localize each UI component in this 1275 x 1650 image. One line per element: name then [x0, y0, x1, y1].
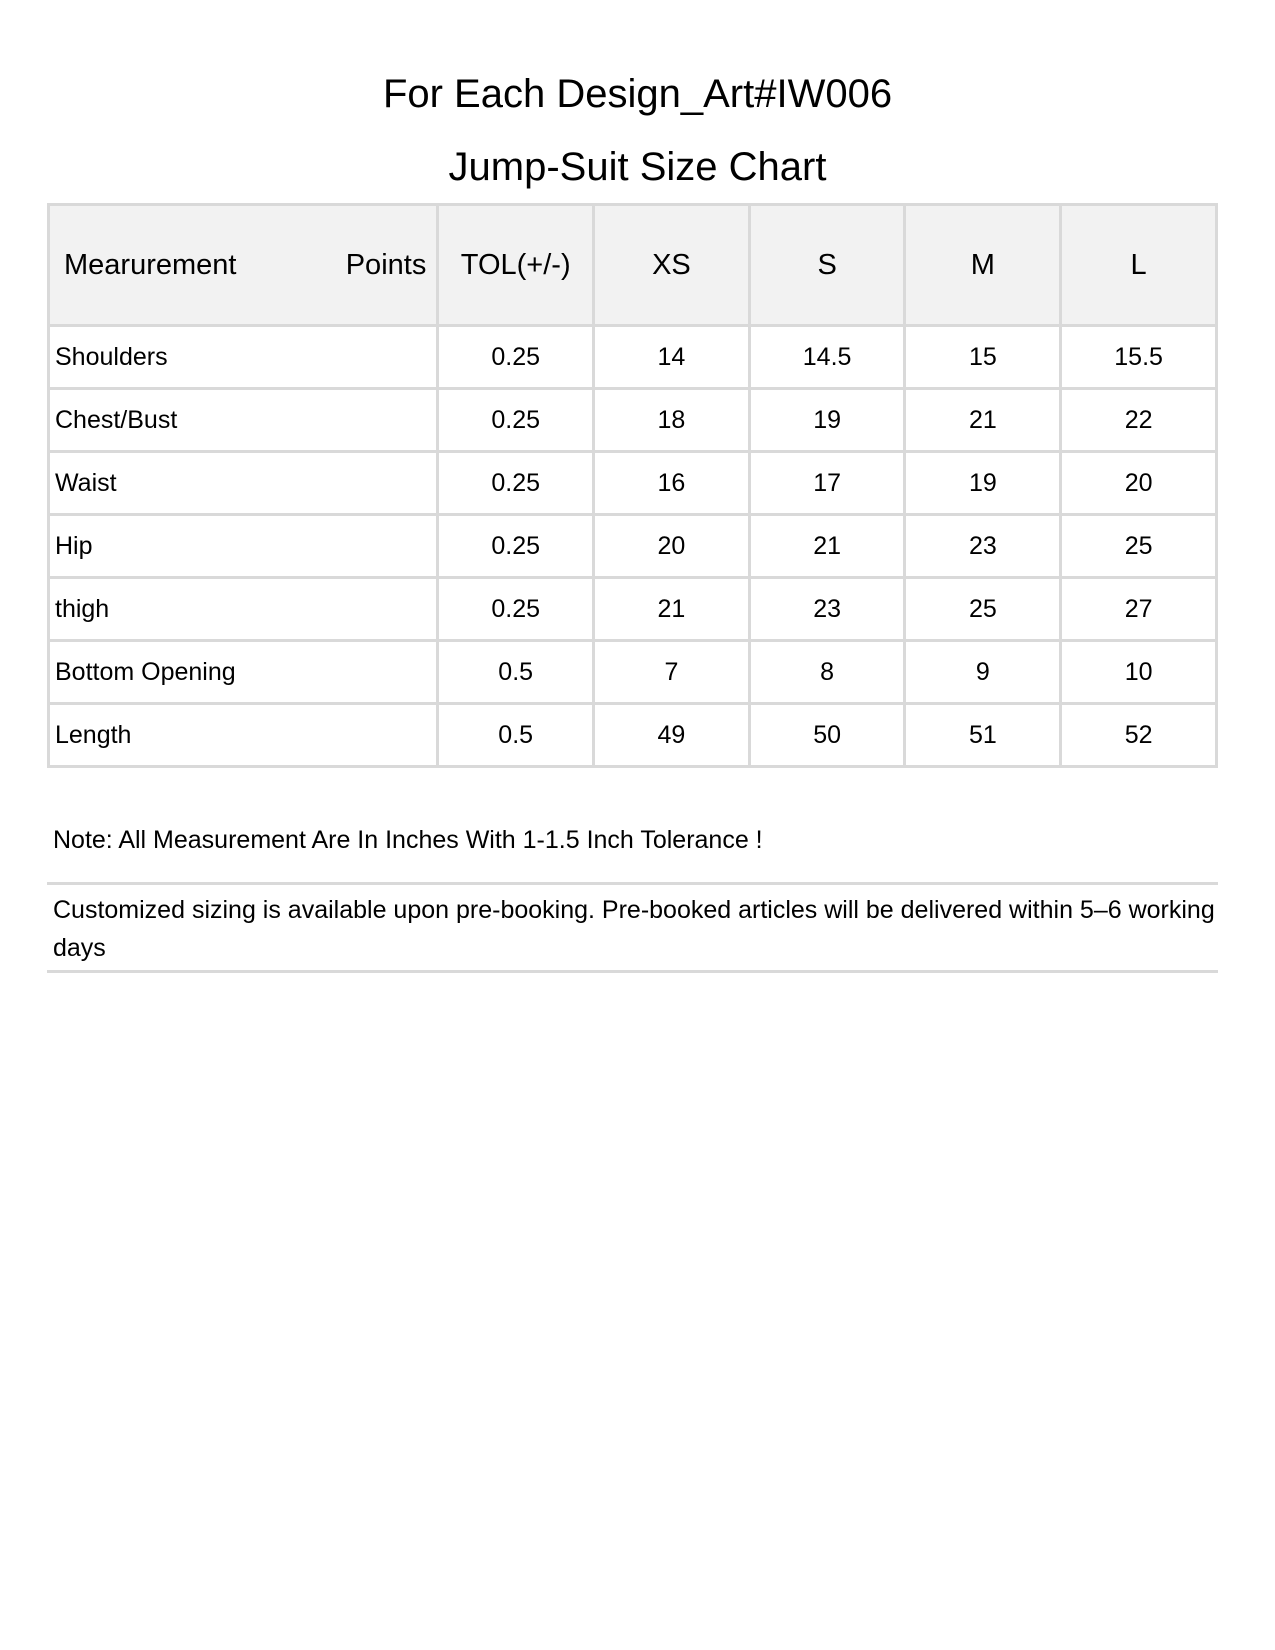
size-value-cell: 27 [1061, 578, 1217, 641]
size-value-cell: 25 [1061, 515, 1217, 578]
measurement-point-cell: Waist [49, 452, 438, 515]
column-header-tolerance: TOL(+/-) [438, 205, 594, 326]
tolerance-cell: 0.25 [438, 452, 594, 515]
measurement-point-cell: Bottom Opening [49, 641, 438, 704]
table-row [49, 641, 1217, 704]
size-value-cell: 25 [905, 578, 1061, 641]
custom-sizing-note: Customized sizing is available upon pre-booking. Pre-booked articles will be delivered within 5–6 working days [53, 896, 1215, 962]
size-value-cell: 21 [905, 389, 1061, 452]
tolerance-cell: 0.5 [438, 641, 594, 704]
column-header-measurement-points [49, 205, 438, 326]
size-value-cell: 21 [594, 578, 750, 641]
column-header-size-l: L [1061, 205, 1217, 326]
size-value-cell: 8 [749, 641, 905, 704]
column-header-size-s: S [749, 205, 905, 326]
tolerance-cell: 0.25 [438, 515, 594, 578]
size-value-cell: 15.5 [1061, 326, 1217, 389]
size-value-cell: 20 [1061, 452, 1217, 515]
measurement-point-cell: Chest/Bust [49, 389, 438, 452]
size-value-cell: 20 [594, 515, 750, 578]
size-value-cell: 14.5 [749, 326, 905, 389]
measurement-point-cell: thigh [49, 578, 438, 641]
tolerance-cell: 0.25 [438, 326, 594, 389]
column-header-size-m: M [905, 205, 1061, 326]
size-chart-table [47, 203, 1218, 768]
size-value-cell: 52 [1061, 704, 1217, 767]
column-header-size-xs: XS [594, 205, 750, 326]
page-subtitle: Jump-Suit Size Chart [448, 145, 827, 189]
size-value-cell: 16 [594, 452, 750, 515]
tolerance-cell: 0.5 [438, 704, 594, 767]
size-value-cell: 19 [905, 452, 1061, 515]
size-value-cell: 19 [749, 389, 905, 452]
size-value-cell: 18 [594, 389, 750, 452]
size-value-cell: 15 [905, 326, 1061, 389]
measurement-point-cell: Hip [49, 515, 438, 578]
table-row [49, 452, 1217, 515]
divider [47, 970, 1218, 973]
table-row [49, 578, 1217, 641]
size-value-cell: 51 [905, 704, 1061, 767]
size-value-cell: 17 [749, 452, 905, 515]
size-value-cell: 22 [1061, 389, 1217, 452]
table-row [49, 326, 1217, 389]
measurement-label: Mearurement [64, 248, 237, 281]
size-value-cell: 23 [905, 515, 1061, 578]
divider [47, 882, 1218, 885]
tolerance-note: Note: All Measurement Are In Inches With 1-1.5 Inch Tolerance ! [53, 826, 763, 854]
table-row [49, 515, 1217, 578]
tolerance-cell: 0.25 [438, 389, 594, 452]
table-header-row [49, 205, 1217, 326]
size-value-cell: 9 [905, 641, 1061, 704]
page-title: For Each Design_Art#IW006 [382, 72, 893, 116]
size-value-cell: 23 [749, 578, 905, 641]
size-value-cell: 10 [1061, 641, 1217, 704]
size-value-cell: 50 [749, 704, 905, 767]
size-value-cell: 49 [594, 704, 750, 767]
measurement-point-cell: Length [49, 704, 438, 767]
size-value-cell: 14 [594, 326, 750, 389]
size-value-cell: 21 [749, 515, 905, 578]
points-label: Points [345, 248, 427, 281]
table-row [49, 704, 1217, 767]
tolerance-cell: 0.25 [438, 578, 594, 641]
measurement-point-cell: Shoulders [49, 326, 438, 389]
table-row [49, 389, 1217, 452]
size-value-cell: 7 [594, 641, 750, 704]
